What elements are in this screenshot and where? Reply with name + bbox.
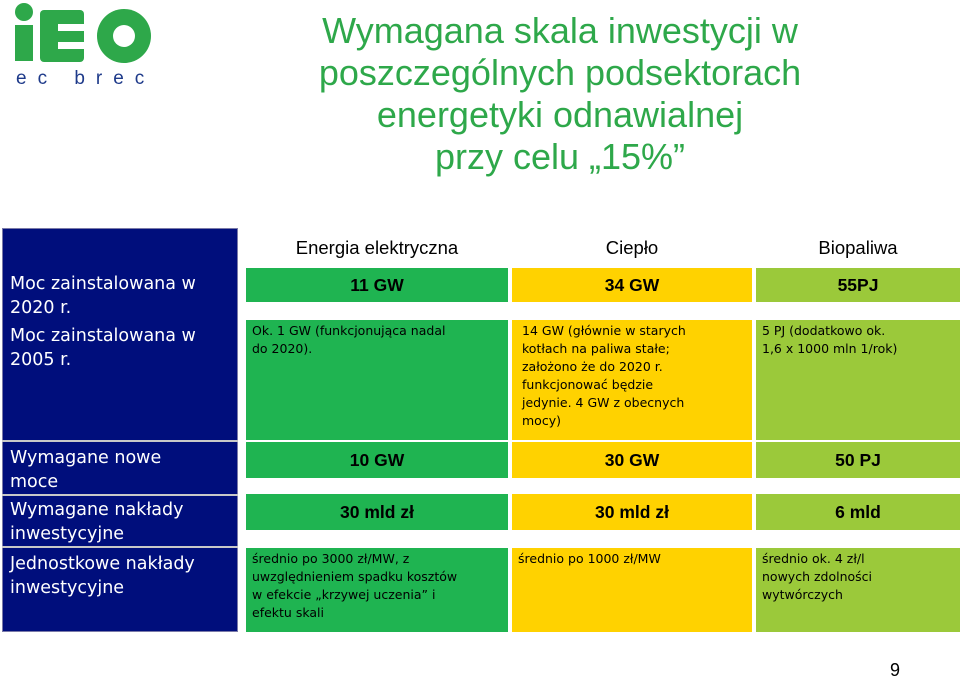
cell-electricity-investment: 30 mld zł (246, 494, 508, 530)
ieo-logo (0, 0, 160, 100)
row-label-unit-investment: Jednostkowe nakłady inwestycyjne (10, 554, 195, 598)
page-title (240, 10, 880, 178)
cell-biofuel-unit: średnio ok. 4 zł/l nowych zdolności wytwórczych (756, 548, 960, 632)
row-label-new-capacity: Wymagane nowe moce (10, 448, 162, 492)
cell-electricity-new: 10 GW (246, 442, 508, 478)
header-heat: Ciepło (605, 237, 659, 258)
title-line: przy celu „15%” (434, 136, 686, 177)
row-label-installed-2020: Moc zainstalowana w 2020 r. (10, 274, 196, 318)
page-number: 9 (890, 660, 901, 680)
logo-subtitle: ec brec (16, 68, 156, 89)
cell-heat-2005: 14 GW (głównie w starych kotłach na paliwa stałe; założono że do 2020 r. funkcjonować będzie jedynie. 4 GW z obecnych mocy) (512, 320, 752, 440)
cell-electricity-2005: Ok. 1 GW (funkcjonująca nadal do 2020). (246, 320, 508, 440)
row-label-installed-2005: Moc zainstalowana w 2005 r. (10, 326, 196, 370)
row-divider (2, 546, 238, 548)
cell-electricity-unit: średnio po 3000 zł/MW, z uwzględnieniem spadku kosztów w efekcie „krzywej uczenia” i efektu skali (246, 548, 508, 632)
cell-heat-new: 30 GW (512, 442, 752, 478)
cell-biofuel-investment: 6 mld (756, 494, 960, 530)
title-line: Wymagana skala inwestycji w (322, 10, 798, 51)
row-divider (2, 440, 238, 442)
cell-heat-unit: średnio po 1000 zł/MW (512, 548, 752, 632)
cell-biofuel-2020: 55PJ (756, 268, 960, 302)
header-biofuels: Biopaliwa (818, 237, 898, 258)
cell-biofuel-new: 50 PJ (756, 442, 960, 478)
cell-heat-investment: 30 mld zł (512, 494, 752, 530)
ieo-logo-mark (0, 0, 160, 70)
title-line: poszczególnych podsektorach (318, 52, 802, 93)
row-divider (2, 494, 238, 496)
cell-biofuel-2005: 5 PJ (dodatkowo ok. 1,6 x 1000 mln 1/rok) (756, 320, 960, 440)
cell-heat-2020: 34 GW (512, 268, 752, 302)
title-line: energetyki odnawialnej (376, 94, 744, 135)
header-electricity: Energia elektryczna (295, 237, 459, 258)
cell-electricity-2020: 11 GW (246, 268, 508, 302)
row-label-investment: Wymagane nakłady inwestycyjne (10, 500, 184, 544)
